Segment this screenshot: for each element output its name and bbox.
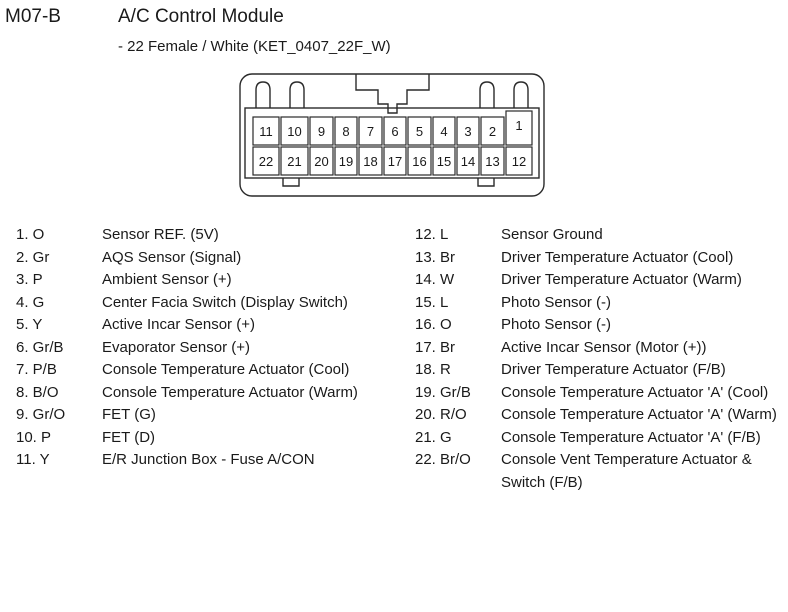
pin-id: 22. Br/O (415, 451, 471, 468)
pin-number-label: 22 (258, 154, 274, 169)
pin-id: 5. Y (16, 316, 43, 333)
pin-entry (16, 404, 411, 427)
pin-entry (415, 224, 785, 247)
pin-description: Active Incar Sensor (+) (102, 316, 255, 333)
pin-id: 6. Gr/B (16, 338, 64, 356)
pin-description: FET (G) (102, 406, 156, 423)
pin-list-left (16, 224, 411, 472)
pin-entry (16, 359, 411, 382)
pin-id: 9. Gr/O (16, 406, 66, 423)
pin-description: Evaporator Sensor (+) (102, 338, 250, 356)
pin-number-label: 5 (415, 124, 424, 139)
pin-id: 16. O (415, 316, 452, 333)
pin-number-label: 13 (485, 154, 500, 169)
pin-entry (415, 337, 785, 360)
pin-number-label: 9 (317, 124, 326, 139)
pin-entry (415, 247, 785, 270)
pin-description: AQS Sensor (Signal) (102, 248, 242, 266)
pin-description: Console Temperature Actuator 'A' (F/B) (501, 428, 761, 446)
key-notch (283, 178, 299, 186)
pin-entry (415, 404, 785, 427)
pin-description: Console Temperature Actuator 'A' (Warm) (501, 406, 777, 423)
key-notch (478, 178, 494, 186)
pin-entry (16, 449, 411, 472)
pin-description: Console Temperature Actuator (Cool) (102, 361, 350, 378)
pin-number-label: 16 (412, 154, 427, 169)
pin-description: Ambient Sensor (+) (102, 271, 232, 288)
pin-entry (415, 427, 785, 450)
pin-entry (415, 269, 785, 292)
latch-finger (256, 82, 270, 108)
pin-number-label: 8 (342, 124, 350, 139)
pin-entry (16, 427, 411, 450)
pin-id: 3. P (16, 271, 43, 288)
pin-id: 11. Y (16, 451, 50, 468)
pin-number-label: 20 (314, 154, 329, 169)
pin-number-label: 21 (287, 154, 302, 169)
pin-entry (415, 314, 785, 337)
pin-id: 15. L (415, 293, 449, 311)
pin-description: Sensor REF. (5V) (102, 226, 219, 243)
connector-code: M07-B (5, 6, 61, 27)
pin-entry (415, 382, 785, 405)
pin-entry (16, 337, 411, 360)
pin-number-label: 10 (287, 124, 302, 139)
pin-id: 12. L (415, 226, 449, 243)
pin-id: 13. Br (415, 248, 456, 266)
pin-id: 19. Gr/B (415, 383, 471, 401)
pin-description: Photo Sensor (-) (501, 293, 612, 311)
pin-description: Center Facia Switch (Display Switch) (102, 293, 348, 311)
pin-description: Driver Temperature Actuator (F/B) (501, 361, 726, 378)
pin-number-label: 18 (363, 154, 378, 169)
pin-entry (415, 449, 785, 494)
pin-description: E/R Junction Box - Fuse A/CON (102, 451, 315, 468)
pin-number-label: 17 (387, 154, 403, 169)
pin-number-label: 2 (488, 124, 497, 139)
pin-description: Photo Sensor (-) (501, 316, 612, 333)
pin-number-label: 6 (391, 124, 399, 139)
pin-entry (16, 269, 411, 292)
module-title: A/C Control Module (118, 6, 284, 27)
pin-entry (16, 382, 411, 405)
pin-number-label: 12 (511, 154, 527, 169)
connector-lock-tab (356, 74, 429, 113)
pin-id: 17. Br (415, 338, 456, 356)
pin-description: Active Incar Sensor (Motor (+)) (501, 338, 707, 356)
pin-description: Console Vent Temperature Actuator & Switch (F/B) (501, 451, 752, 491)
pin-entry (16, 247, 411, 270)
pin-id: 7. P/B (16, 361, 57, 378)
pin-id: 18. R (415, 361, 451, 378)
pin-number-label: 1 (515, 118, 523, 133)
connector-spec: - 22 Female / White (KET_0407_22F_W) (118, 38, 391, 55)
pin-entry (415, 359, 785, 382)
pin-number-label: 15 (436, 154, 452, 169)
pin-number-label: 14 (460, 154, 476, 169)
pin-description: Driver Temperature Actuator (Warm) (501, 271, 742, 288)
latch-finger (290, 82, 304, 108)
pin-entry (415, 292, 785, 315)
pin-id: 2. Gr (16, 248, 50, 266)
pin-id: 14. W (415, 271, 455, 288)
pin-number-label: 3 (464, 124, 472, 139)
pin-number-label: 7 (366, 124, 375, 139)
latch-finger (514, 82, 528, 108)
pin-id: 4. G (16, 293, 45, 311)
connector-diagram (0, 0, 788, 215)
pin-id: 20. R/O (415, 406, 467, 423)
pin-id: 21. G (415, 428, 452, 446)
pin-id: 10. P (16, 428, 52, 446)
pin-list-right (415, 224, 785, 494)
pin-entry (16, 314, 411, 337)
pin-entry (16, 292, 411, 315)
pin-id: 8. B/O (16, 383, 59, 401)
latch-finger (480, 82, 494, 108)
pin-number-label: 19 (338, 154, 354, 169)
pin-entry (16, 224, 411, 247)
pin-description: Sensor Ground (501, 226, 603, 243)
pin-description: Console Temperature Actuator (Warm) (102, 383, 358, 401)
pin-id: 1. O (16, 226, 45, 243)
pin-number-label: 11 (259, 124, 273, 139)
pin-number-label: 4 (440, 124, 448, 139)
pin-description: Console Temperature Actuator 'A' (Cool) (501, 383, 769, 401)
pin-description: Driver Temperature Actuator (Cool) (501, 248, 734, 266)
pin-description: FET (D) (102, 428, 156, 446)
